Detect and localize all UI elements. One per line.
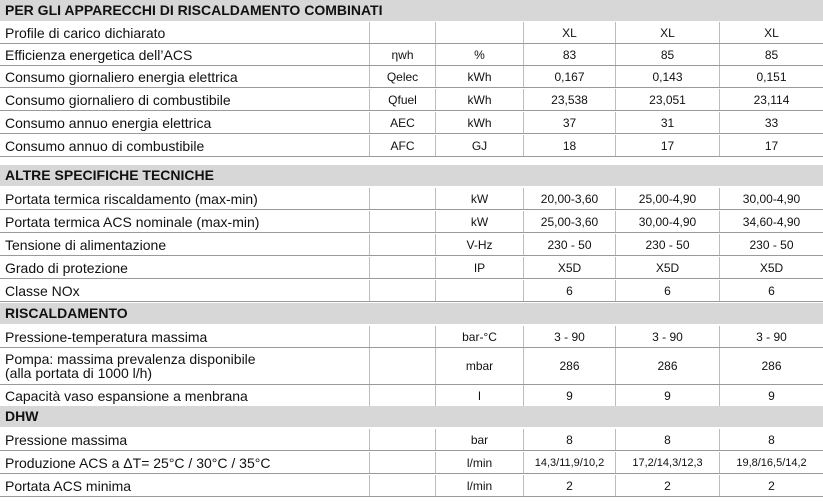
row-value-2: 286 [616, 348, 720, 384]
row-unit: kW [436, 188, 524, 209]
row-label: Produzione ACS a ΔT= 25°C / 30°C / 35°C [0, 452, 370, 473]
row-value-3: 0,151 [756, 69, 787, 84]
row-value-2: 9 [616, 385, 720, 406]
table-row [0, 326, 823, 348]
row-value-3: XL [764, 25, 779, 40]
row-label: Consumo giornaliero di combustibile [0, 89, 370, 110]
row-symbol: ηwh [370, 44, 436, 65]
row-value-2: 17 [616, 135, 720, 156]
row-symbol [370, 475, 436, 496]
row-value-3: 3 - 90 [756, 329, 787, 344]
row-value-3: X5D [759, 260, 784, 275]
table-row [0, 234, 823, 256]
row-value-1: 0,167 [524, 66, 616, 87]
row-value-2: 30,00-4,90 [616, 211, 720, 232]
row-label: Profile di carico dichiarato [0, 22, 370, 43]
table-row [0, 211, 823, 233]
row-value-3: 19,8/16,5/14,2 [736, 456, 807, 469]
row-unit: IP [436, 257, 524, 278]
row-symbol [370, 188, 436, 209]
row-value-1: 14,3/11,9/10,2 [524, 452, 616, 473]
row-unit: l/min [436, 475, 524, 496]
row-value-1: 9 [524, 385, 616, 406]
row-symbol: AEC [370, 112, 436, 133]
row-value-1: 3 - 90 [524, 326, 616, 347]
row-value-3: 2 [768, 478, 775, 493]
row-label-block [0, 348, 370, 384]
row-unit: bar-°C [436, 326, 524, 347]
row-unit: V-Hz [436, 234, 524, 255]
row-value-3: 6 [768, 283, 775, 298]
row-unit: kWh [436, 112, 524, 133]
row-label: Capacità vaso espansione a menbrana [0, 385, 370, 406]
table-row [0, 44, 823, 66]
row-symbol [370, 234, 436, 255]
row-value-3: 33 [764, 115, 779, 130]
row-value-1: 6 [524, 280, 616, 301]
section-title: ALTRE SPECIFICHE TECNICHE [5, 167, 214, 183]
row-value-1: 25,00-3,60 [524, 211, 616, 232]
table-row [0, 280, 823, 302]
row-value-2: 6 [616, 280, 720, 301]
row-label: Pressione massima [0, 429, 370, 450]
row-value-2: 23,051 [616, 89, 720, 110]
row-symbol [370, 348, 436, 384]
section-header-combined [0, 0, 823, 21]
row-value-1: 2 [524, 475, 616, 496]
row-value-3: 8 [768, 432, 775, 447]
section-title: DHW [5, 408, 39, 424]
table-row [0, 348, 823, 385]
row-unit: mbar [436, 348, 524, 384]
row-value-1: 18 [524, 135, 616, 156]
row-value-2: 0,143 [616, 66, 720, 87]
row-value-2: 3 - 90 [616, 326, 720, 347]
row-value-1: X5D [524, 257, 616, 278]
row-label: Tensione di alimentazione [0, 234, 370, 255]
row-label: Portata termica riscaldamento (max-min) [0, 188, 370, 209]
section-header-dhw [0, 406, 823, 427]
row-value-1: 230 - 50 [524, 234, 616, 255]
row-label: Pressione-temperatura massima [0, 326, 370, 347]
row-value-1: 20,00-3,60 [524, 188, 616, 209]
row-value-3: 85 [764, 47, 779, 62]
row-symbol: Qfuel [370, 89, 436, 110]
row-label: Grado di protezione [0, 257, 370, 278]
table-row [0, 385, 823, 407]
row-unit: GJ [436, 135, 524, 156]
row-unit: kW [436, 211, 524, 232]
row-label: Classe NOx [0, 280, 370, 301]
row-symbol [370, 257, 436, 278]
row-symbol [370, 429, 436, 450]
row-value-1: 37 [524, 112, 616, 133]
row-symbol [370, 280, 436, 301]
row-label: Consumo annuo di combustibile [0, 135, 370, 156]
row-label: Consumo giornaliero energia elettrica [0, 66, 370, 87]
row-value-2: 17,2/14,3/12,3 [616, 452, 720, 473]
row-symbol [370, 22, 436, 43]
row-unit: bar [436, 429, 524, 450]
row-value-1: XL [524, 22, 616, 43]
row-label: Efficienza energetica dell’ACS [0, 44, 370, 65]
row-unit: l [436, 385, 524, 406]
row-value-3: 230 - 50 [749, 237, 794, 252]
row-symbol: AFC [370, 135, 436, 156]
section-header-heating [0, 303, 823, 324]
table-row [0, 135, 823, 157]
section-title: PER GLI APPARECCHI DI RISCALDAMENTO COMBINATI [5, 2, 383, 18]
row-value-2: 230 - 50 [616, 234, 720, 255]
row-value-2: 85 [616, 44, 720, 65]
table-row [0, 452, 823, 474]
row-value-1: 83 [524, 44, 616, 65]
row-unit [436, 280, 524, 301]
row-value-2: XL [616, 22, 720, 43]
row-label-note: (alla portata di 1000 l/h) [5, 365, 153, 381]
row-value-2: 31 [616, 112, 720, 133]
table-row [0, 22, 823, 44]
row-value-1: 8 [524, 429, 616, 450]
row-value-3: 34,60-4,90 [742, 214, 801, 229]
row-value-1: 23,538 [524, 89, 616, 110]
table-row [0, 475, 823, 497]
row-unit: kWh [436, 89, 524, 110]
row-unit: l/min [436, 452, 524, 473]
table-row [0, 188, 823, 210]
row-value-3: 286 [761, 359, 782, 373]
table-row [0, 89, 823, 111]
row-label: Portata termica ACS nominale (max-min) [0, 211, 370, 232]
section-title: RISCALDAMENTO [5, 305, 128, 321]
row-value-3: 9 [768, 388, 775, 403]
table-row [0, 66, 823, 88]
row-value-3: 30,00-4,90 [742, 191, 801, 206]
row-unit: % [436, 44, 524, 65]
row-symbol: Qelec [370, 66, 436, 87]
row-unit: kWh [436, 66, 524, 87]
table-row [0, 429, 823, 451]
row-value-2: 2 [616, 475, 720, 496]
section-header-technical [0, 165, 823, 186]
row-value-1: 286 [524, 348, 616, 384]
table-row [0, 112, 823, 134]
row-label: Portata ACS minima [0, 475, 370, 496]
table-row [0, 257, 823, 279]
row-unit [436, 22, 524, 43]
row-value-2: X5D [616, 257, 720, 278]
row-value-3: 17 [764, 138, 779, 153]
row-symbol [370, 385, 436, 406]
row-symbol [370, 211, 436, 232]
row-symbol [370, 452, 436, 473]
row-value-2: 8 [616, 429, 720, 450]
row-value-3: 23,114 [753, 92, 790, 107]
row-value-2: 25,00-4,90 [616, 188, 720, 209]
row-label: Pompa: massima prevalenza disponibile [5, 351, 256, 367]
row-symbol [370, 326, 436, 347]
row-label: Consumo annuo energia elettrica [0, 112, 370, 133]
